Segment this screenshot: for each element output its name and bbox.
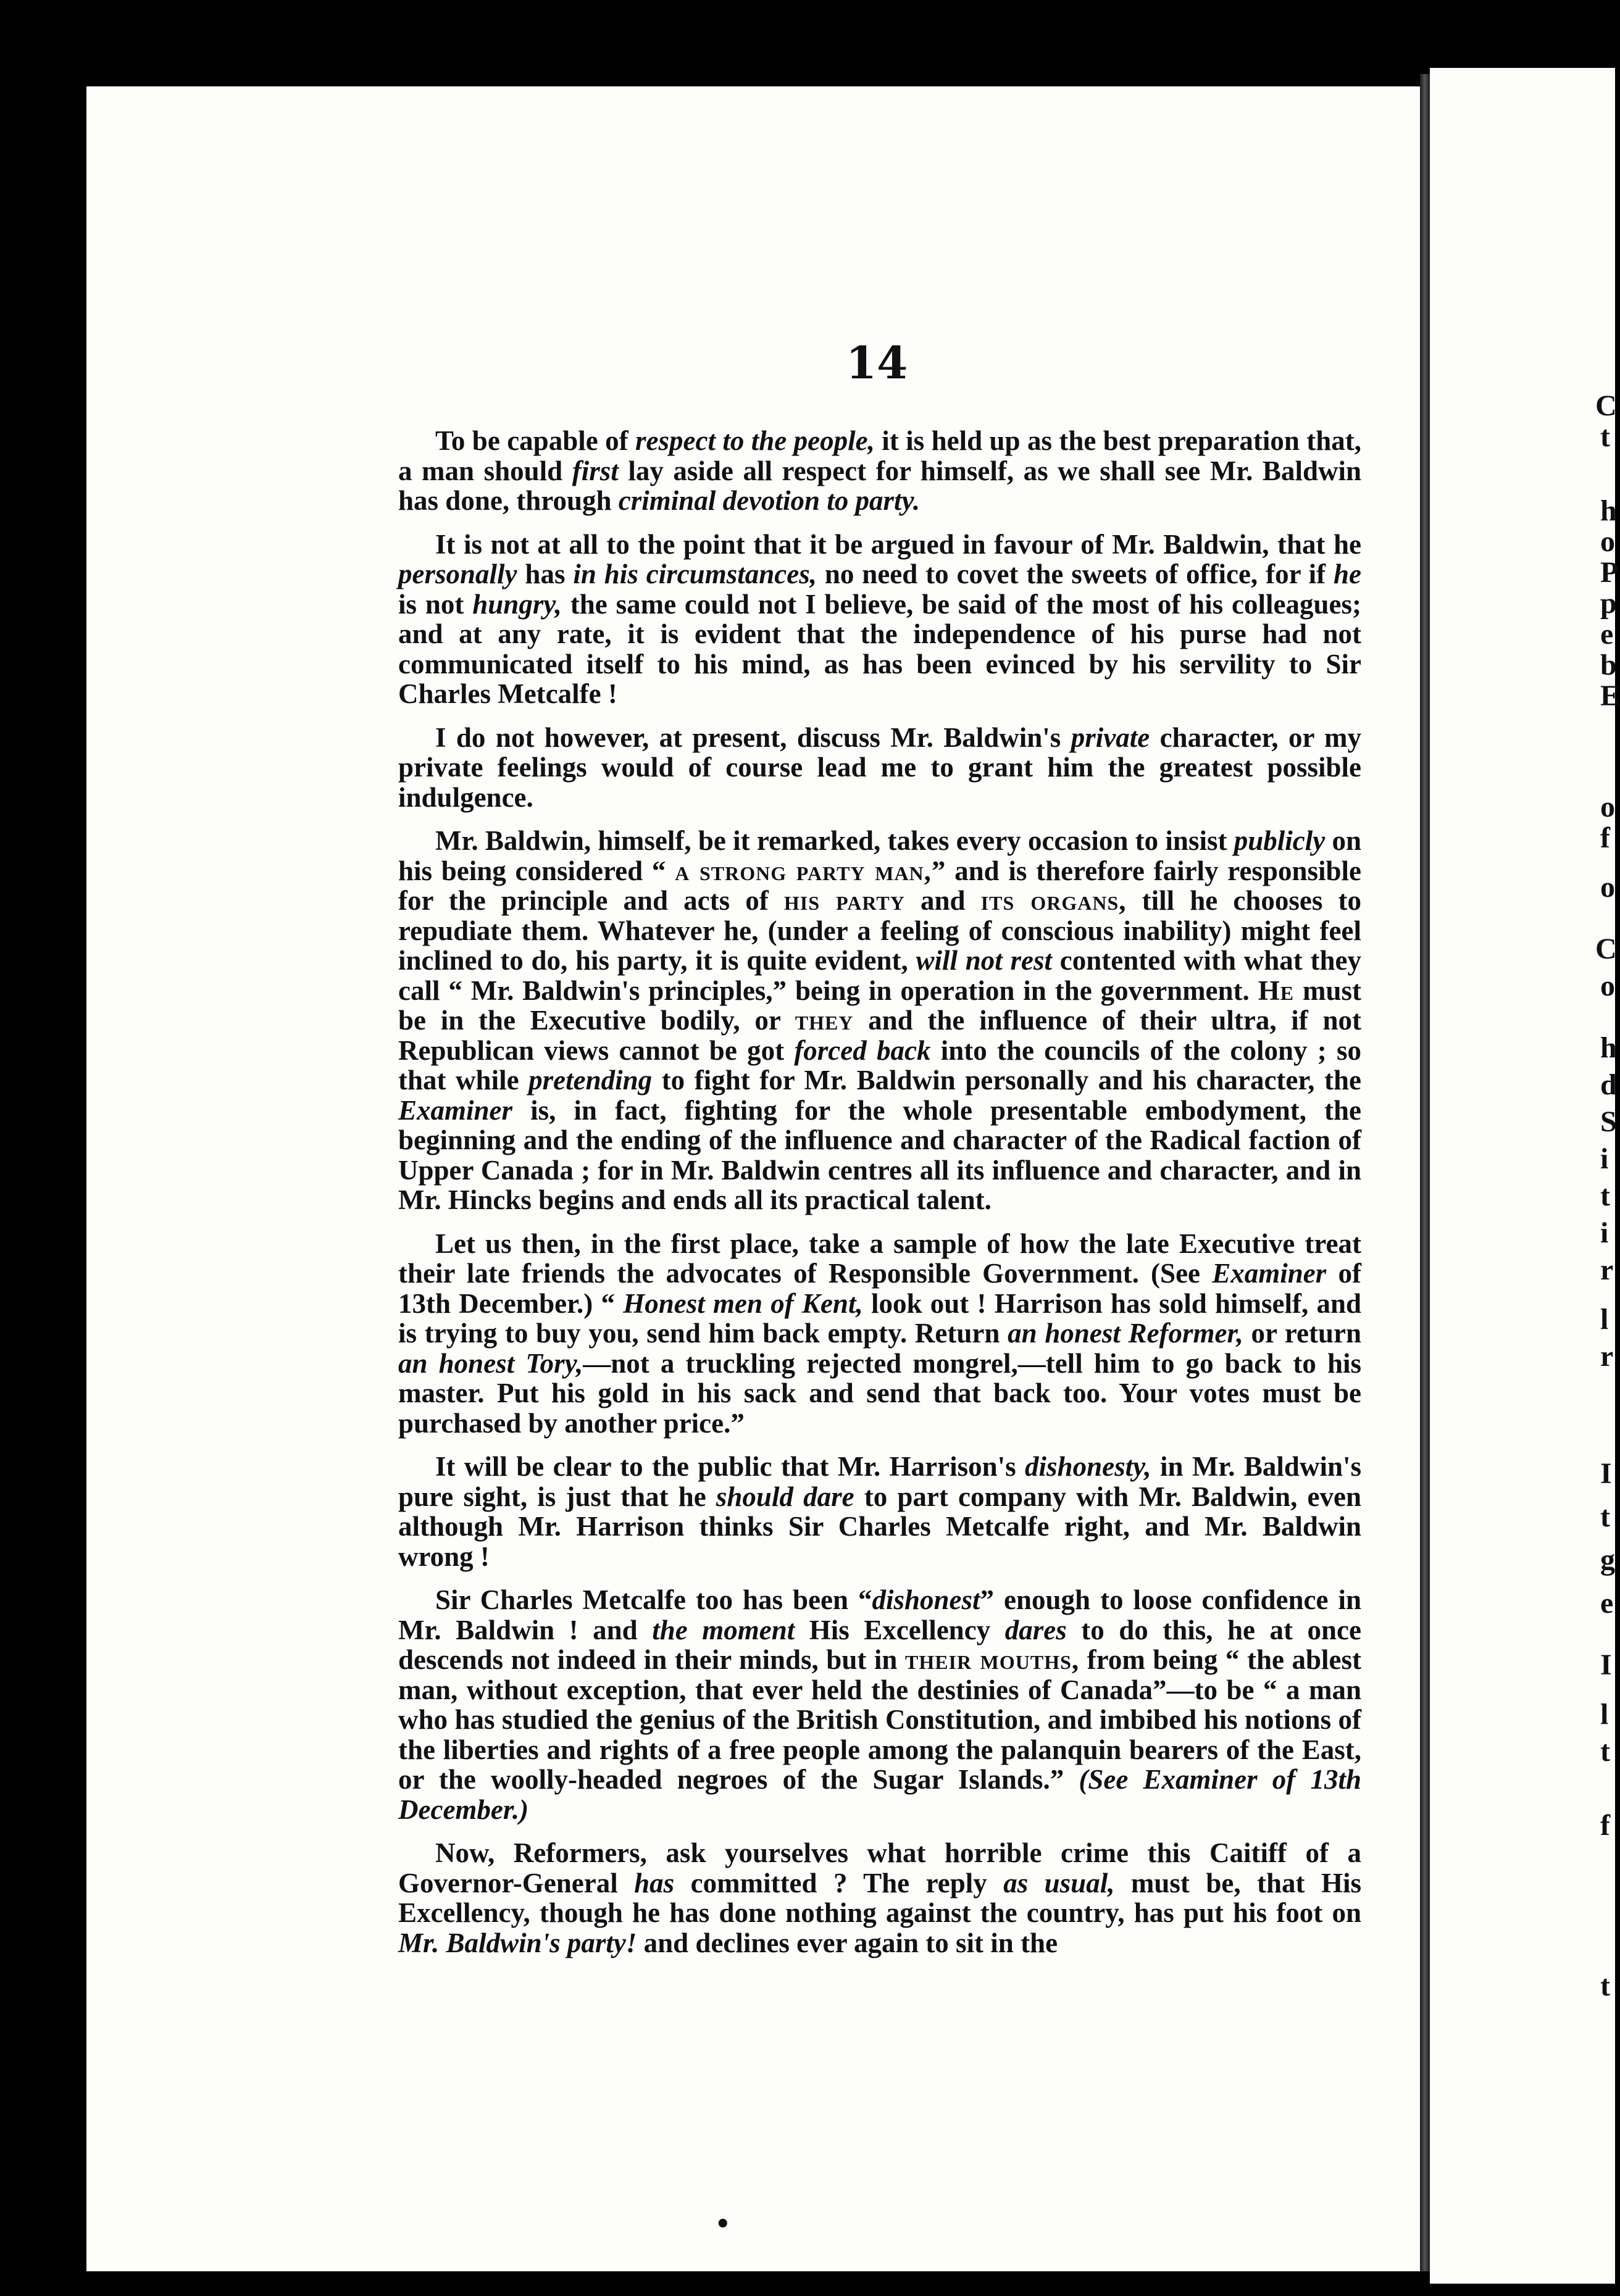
text-run: the same could not I believe, be said of the most of his colleagues; and at any rate, it is evident that the independence of his purse had not communicated itself to his mind, as has been evinced by his servility to Sir Charles Metcalfe ! [398,588,1361,709]
facing-page-fragment: h [1600,1031,1617,1064]
paragraph [398,1838,1361,1958]
facing-page-fragment: E [1600,680,1620,712]
text-run: must be in the Executive bodily, or [398,975,1362,1036]
text-run: and declines ever again to sit in the [637,1927,1058,1958]
text-run: in Mr. Baldwin's pure sight, is just that he [398,1451,1361,1512]
text-run: to do this, he at once descends not indeed in their minds, but in [398,1614,1361,1675]
italic-run: pretending [528,1065,653,1096]
italic-run: dares [1004,1614,1067,1645]
facing-page-fragment: t [1600,1179,1610,1212]
italic-run: publicly [1234,825,1326,856]
text-run: Mr. Baldwin, himself, be it remarked, takes every occasion to insist [435,825,1234,856]
text-run: To be capable of [435,425,635,456]
text-run: character, or my private feelings would of course lead me to grant him the greatest possible indulgence. [398,722,1361,813]
small-caps-run: a strong party man, [675,855,932,886]
paragraph [398,826,1361,1215]
text-run: it is held up as the best preparation that, a man should [398,425,1362,486]
italic-run: he [1334,559,1362,589]
small-caps-run: they [795,1005,854,1036]
facing-page-fragment: t [1600,1969,1610,2002]
text-run: from being “ the ablest man, without exception, that ever held the destinies of Canada”—to be “ a man who has studied the genius of the British Constitution, and imbibed his notions of the liberties and rights of a free people among the palanquin bearers of the East, or the woolly-headed negroes of the Sugar Islands.” [398,1644,1361,1795]
facing-page-fragment: r [1600,1340,1614,1373]
text-run: ” enough to loose confidence in Mr. Baldwin ! and [398,1584,1361,1645]
italic-run: Mr. Baldwin's party! [398,1927,637,1958]
text-run: Let us then, in the first place, take a sample of how the late Executive treat their late friends the advocates of Responsible Government. (See [398,1228,1361,1289]
italic-run: an honest Tory, [398,1347,583,1379]
facing-page-fragment: i [1600,1217,1609,1249]
text-run: lay aside all respect for himself, as we shall see Mr. Baldwin has done, through [398,455,1361,516]
italic-run: respect to the people, [635,425,875,456]
italic-run: Examiner [398,1094,513,1126]
facing-page-fragment: r [1600,1254,1614,1286]
facing-page-fragment: S [1600,1105,1617,1138]
facing-page-fragment: t [1600,1500,1610,1533]
italic-run: first [572,455,619,486]
italic-run: forced back [794,1034,931,1066]
italic-run: will not rest [916,945,1053,976]
facing-page-fragment: I [1600,1649,1612,1681]
facing-page-fragment: C [1595,933,1617,965]
text-run: has [517,559,574,589]
text-run: no need to covet the sweets of office, for if [816,559,1334,589]
italic-run: personally [398,559,517,589]
text-run: and [904,885,981,916]
paragraph [398,1229,1361,1439]
italic-run: private [1071,722,1150,753]
facing-page-fragment: o [1600,791,1615,823]
facing-page-fragment: e [1600,618,1614,651]
italic-run: dishonesty, [1025,1451,1151,1482]
text-run: Now, Reformers, ask yourselves what horrible crime this Caitiff of a Governor-General [398,1837,1361,1899]
facing-page-fragment: h [1600,494,1617,527]
paragraph [398,1585,1361,1824]
facing-page-fragment: t [1600,420,1610,453]
facing-page-fragment: o [1600,970,1615,1002]
text-run: It is not at all to the point that it be argued in favour of Mr. Baldwin, that he [435,528,1361,560]
italic-run: has [634,1867,675,1899]
italic-run: dishonest [872,1584,980,1615]
bottom-mark: • [715,2210,731,2239]
text-run: to fight for Mr. Baldwin personally and his character, the [652,1065,1361,1096]
small-caps-run: its organs, [980,885,1127,916]
page-fold [1420,74,1430,2271]
paragraph [398,1452,1361,1571]
facing-page-edge [1430,68,1620,2284]
text-run: till he chooses to repudiate them. Whatever he, (under a feeling of conscious inability) might feel inclined to do, his party, it is quite evident, [398,885,1361,976]
italic-run: (See Examiner of 13th December.) [398,1764,1361,1825]
facing-page-fragment: I [1600,1457,1612,1490]
small-caps-run: his party [783,885,905,916]
text-run: It will be clear to the public that Mr. Harrison's [435,1451,1025,1482]
italic-run: Examiner [1212,1258,1327,1289]
facing-page-fragment: t [1600,1735,1610,1768]
body-text [398,426,1361,1971]
italic-run: in his circumstances, [573,559,817,589]
facing-page-fragment: b [1600,649,1617,681]
facing-page-fragment: l [1600,1698,1609,1731]
italic-run: should dare [716,1481,854,1512]
small-caps-run: He [1258,975,1295,1006]
facing-page-fragment: o [1600,871,1615,904]
text-run: look out ! Harrison has sold himself, and is trying to buy you, send him back empty. Return [398,1287,1362,1349]
facing-page-fragment: i [1600,1142,1609,1175]
italic-run: as usual, [1003,1867,1115,1899]
text-run: is not [398,588,473,620]
facing-page-fragment: o [1600,525,1615,558]
text-run: —not a truckling rejected mongrel,—tell him to go back to his master. Put his gold in his sack and send that back too. Your votes must be purchased by another price.” [398,1347,1361,1439]
small-caps-run: their mouths, [904,1644,1080,1675]
text-run: Sir Charles Metcalfe too has been “ [435,1584,872,1615]
paragraph [398,426,1361,516]
text-run: of 13th December.) “ [398,1258,1361,1319]
text-run: to part company with Mr. Baldwin, even although Mr. Harrison thinks Sir Charles Metcalfe right, and Mr. Baldwin wrong ! [398,1481,1361,1572]
facing-page-fragment: d [1600,1068,1617,1101]
text-run: or return [1243,1318,1361,1349]
italic-run: hungry, [472,588,562,620]
paragraph [398,530,1361,709]
facing-page-fragment: f [1600,821,1610,854]
italic-run: an honest Reformer, [1008,1318,1243,1349]
facing-page-fragment: f [1600,1809,1610,1842]
text-run: into the councils of the colony ; so that while [398,1034,1361,1096]
page-number: 14 [846,336,908,389]
page [86,86,1420,2271]
facing-page-fragment: l [1600,1303,1609,1336]
facing-page-fragment: g [1600,1544,1615,1576]
italic-run: criminal devotion to party. [618,485,921,516]
paragraph [398,723,1361,813]
facing-page-fragment: C [1595,389,1617,422]
text-run: I do not however, at present, discuss Mr. Baldwin's [435,722,1071,753]
text-run: contented with what they call “ Mr. Baldwin's principles,” being in operation in the government. [398,945,1361,1006]
text-run: on his being considered “ [398,825,1362,886]
text-run: and the influence of their ultra, if not Republican views cannot be got [398,1005,1361,1066]
text-run: ” and is therefore fairly responsible for the principle and acts of [398,855,1361,916]
italic-run: Honest men of Kent, [623,1287,863,1319]
facing-page-fragment: P [1600,556,1619,589]
text-run: is, in fact, fighting for the whole presentable embodyment, the beginning and the ending of the influence and character of the Radical faction of Upper Canada ; for in Mr. Baldwin centres all its influence and character, and in Mr. Hincks begins and ends all its practical talent. [398,1094,1361,1215]
facing-page-fragment: e [1600,1587,1614,1620]
text-run: His Excellency [795,1614,1005,1645]
text-run: committed ? The reply [674,1867,1004,1899]
italic-run: the moment [652,1614,795,1645]
facing-page-fragment: p [1600,587,1617,620]
text-run: must be, that His Excellency, though he has done nothing against the country, has put his foot on [398,1867,1361,1928]
